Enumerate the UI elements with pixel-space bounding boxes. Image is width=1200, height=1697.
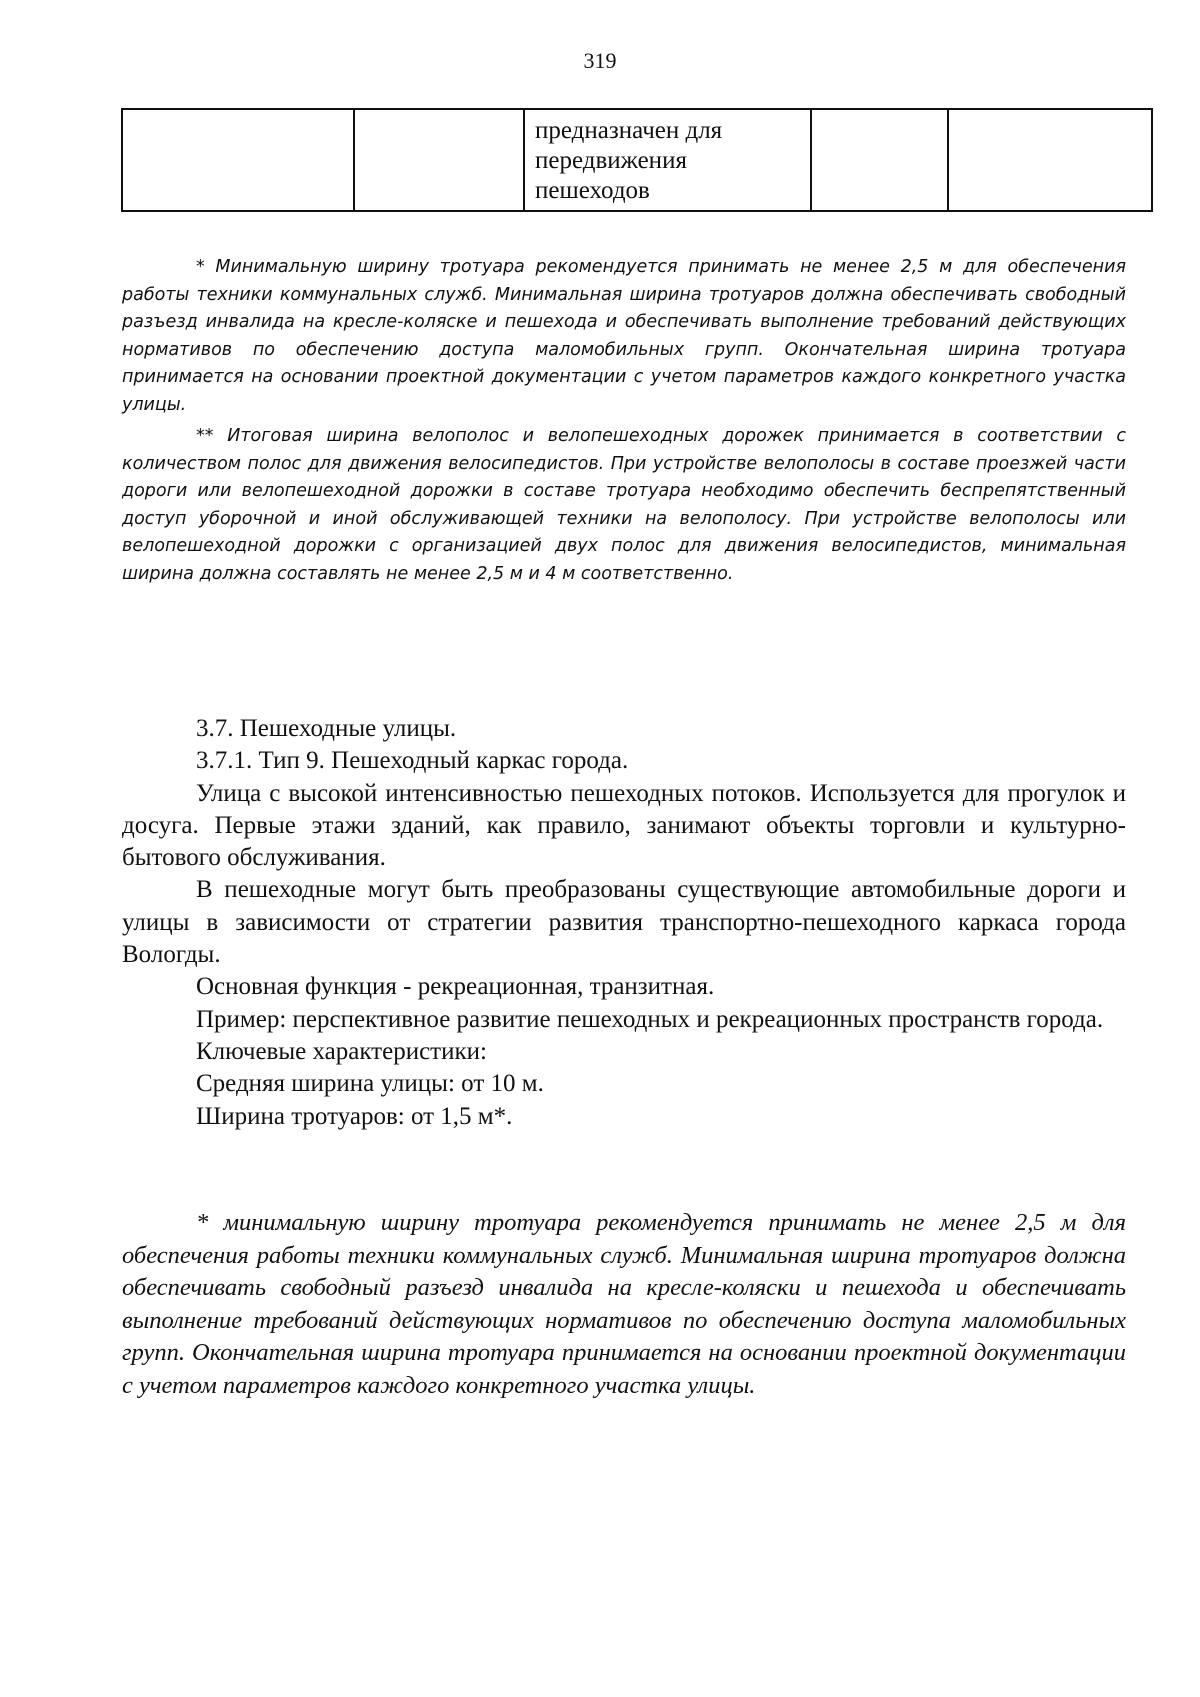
section-footnote: * минимальную ширину тротуара рекомендуется принимать не менее 2,5 м для обеспечения работы техники коммунальных служб. Минимальная ширина тротуаров должна обеспечивать свободный разъезд инвалида на кресле-коляски и пешехода и обеспечивать выполнение требований действующих нормативов по обеспечению доступа маломобильных групп. Окончательная ширина тротуара принимается на основании проектной документации с учетом параметров каждого конкретного участка улицы. — [122, 1209, 1126, 1399]
paragraph: Пример: перспективное развитие пешеходных и рекреационных пространств города. — [196, 1005, 1104, 1033]
cell-line: пешеходов — [535, 177, 650, 204]
page-number: 319 — [583, 48, 617, 73]
table-cell-5 — [948, 109, 1152, 211]
table-row — [122, 109, 1152, 211]
table-cell-2 — [354, 109, 524, 211]
key-characteristic-item: Средняя ширина улицы: от 10 м. — [196, 1070, 544, 1098]
table-cell-1 — [122, 109, 354, 211]
paragraph: В пешеходные могут быть преобразованы существующие автомобильные дороги и улицы в зависимости от стратегии развития транспортно-пешеходного каркаса города Вологды. — [122, 876, 1126, 969]
section-subheading: 3.7.1. Тип 9. Пешеходный каркас города. — [196, 747, 629, 775]
section-body — [122, 713, 1126, 1133]
section-heading: 3.7. Пешеходные улицы. — [196, 715, 457, 742]
cell-line: передвижения — [535, 147, 687, 174]
cell-line: предназначен для — [535, 117, 723, 144]
table-footnote-2: ** Итоговая ширина велополос и велопешеходных дорожек принимается в соответствии с количеством полос для движения велосипедистов. При устройстве велополосы в составе проезжей части дороги или велопешеходной дорожки в составе тротуара необходимо обеспечить беспрепятственный доступ уборочной и иной обслуживающей техники на велополосу. При устройстве велополосы или велопешеходной дорожки с организацией двух полос для движения велосипедистов, минимальная ширина должна составлять не менее 2,5 м и 4 м соответственно. — [122, 426, 1126, 584]
table-cell-4 — [811, 109, 948, 211]
key-characteristic-item: Ширина тротуаров: от 1,5 м*. — [196, 1102, 513, 1130]
continuation-table — [121, 108, 1153, 212]
table-cell-description — [524, 109, 811, 211]
key-characteristics-title: Ключевые характеристики: — [196, 1037, 487, 1065]
paragraph: Улица с высокой интенсивностью пешеходных потоков. Используется для прогулок и досуга. Первые этажи зданий, как правило, занимают объекты торговли и культурно-бытового обслуживания. — [122, 779, 1126, 872]
paragraph: Основная функция - рекреационная, транзитная. — [196, 973, 715, 1001]
table-footnote-1: * Минимальную ширину тротуара рекомендуется принимать не менее 2,5 м для обеспечения работы техники коммунальных служб. Минимальная ширина тротуаров должна обеспечивать свободный разъезд инвалида на кресле-коляске и пешехода и обеспечивать выполнение требований действующих нормативов по обеспечению доступа маломобильных групп. Окончательная ширина тротуара принимается на основании проектной документации с учетом параметров каждого конкретного участка улицы. — [122, 257, 1126, 415]
